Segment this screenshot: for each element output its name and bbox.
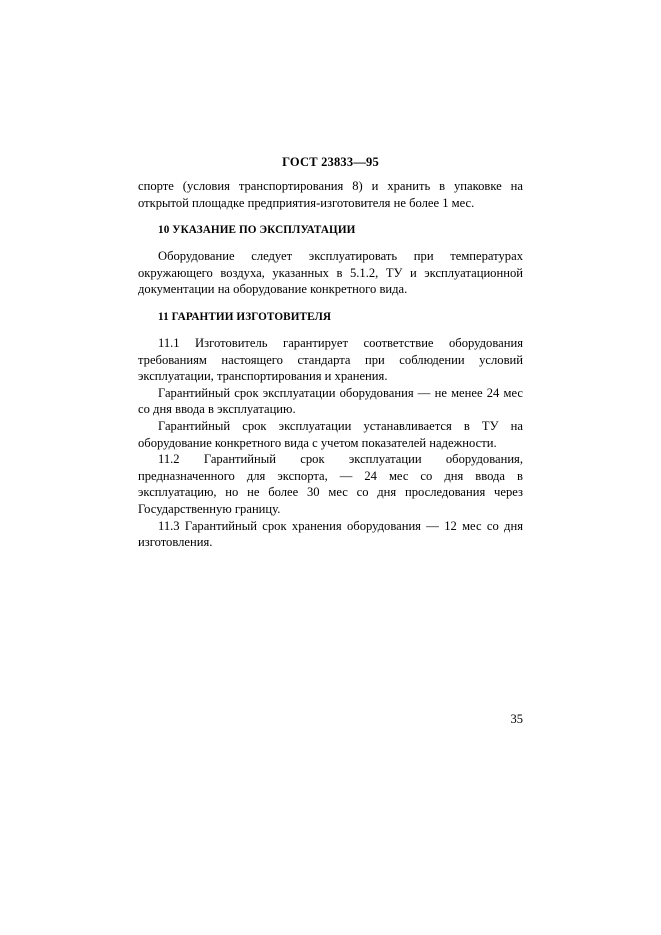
section-heading-10: 10 УКАЗАНИЕ ПО ЭКСПЛУАТАЦИИ bbox=[158, 224, 356, 237]
paragraph: Гарантийный срок эксплуатации оборудования — не менее 24 мес со дня ввода в эксплуатацию. bbox=[138, 385, 523, 417]
section-heading-11: 11 ГАРАНТИИ ИЗГОТОВИТЕЛЯ bbox=[158, 310, 332, 323]
paragraph: спорте (условия транспортирования 8) и хранить в упаковке на открытой площадке предприятия-изготовителя не более 1 мес. bbox=[138, 179, 523, 210]
paragraph: Гарантийный срок эксплуатации устанавливается в ТУ на оборудование конкретного вида с учетом показателей надежности. bbox=[138, 418, 523, 450]
paragraph: Оборудование следует эксплуатировать при температурах окружающего воздуха, указанных в 5.1.2, ТУ и эксплуатационной документации на оборудование конкретного вида. bbox=[138, 249, 523, 297]
paragraph: 11.1 Изготовитель гарантирует соответствие оборудования требованиям настоящего стандарта при соблюдении условий эксплуатации, транспортирования и хранения. bbox=[138, 335, 523, 384]
page-number: 35 bbox=[510, 712, 523, 726]
document-body bbox=[138, 178, 523, 551]
paragraph: 11.2 Гарантийный срок эксплуатации оборудования, предназначенного для экспорта, — 24 мес со дня ввода в эксплуатацию, но не более 30 мес со дня проследования через Государственную границу. bbox=[138, 452, 523, 516]
paragraph: 11.3 Гарантийный срок хранения оборудования — 12 мес со дня изготовления. bbox=[138, 518, 523, 550]
page-header: ГОСТ 23833—95 bbox=[282, 155, 379, 169]
